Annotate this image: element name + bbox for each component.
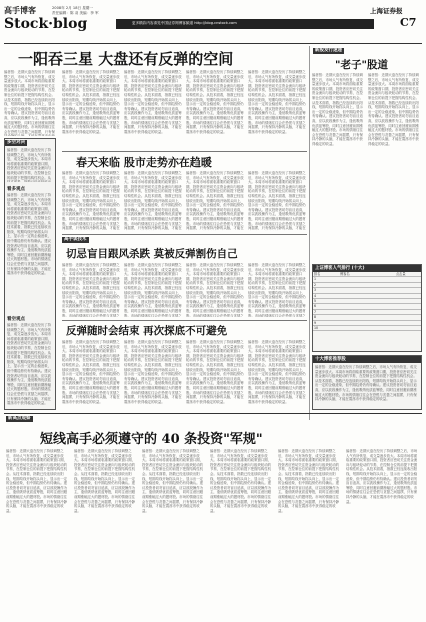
article-4-col-5: 编者按：近期大盘在经历了持续调整之后，市场人气有所恢复，成交量逐步放大。本周市场将面临重要的政策窗口期，投资者应密切关注资金流向与板块轮动的节奏，在控制仓位的前提下把握结构性机会。从技术面看，指数已经连续收出阳线，短期均线开始拐头向上，显示出一定的企稳迹象，但中期趋势仍有待确认。建议投资者切勿盲目追高，应以波段操作为主，逢低吸纳优质蓝筹股，同时注意回避前期涨幅过大的题材股。市场的情绪往往会在恐慌与贪婪之间摇摆，只有保持冷静的头脑，才能在震荡市中获得稳定的收益。 bbox=[278, 449, 340, 513]
table-cell bbox=[339, 277, 395, 281]
article-1-bottom-rule bbox=[62, 234, 307, 235]
table-cell bbox=[339, 326, 395, 330]
article-2-tag: 高手谈技术 bbox=[64, 237, 87, 242]
sidebar-bear-text: 编者按：近期大盘在经历了持续调整之后，市场人气有所恢复，成交量逐步放大。本周市场将面临重要的政策窗口期，投资者应密切关注资金流向与板块轮动的节奏，在控制仓位的前提下把握结构性机会。从技术面看，指数已经连续收出阳线，短期均线开始拐头向上，显示出一定的企稳迹象，但中期趋势仍有待确认。建议投资者切勿盲目追高，应以波段操作为主，逢低吸纳优质蓝筹股，同时注意回避前期涨幅过大的题材股。市场的情绪往往会在恐慌与贪婪之间摇摆，只有保持冷静的头脑，才能在震荡市中获得稳定的收益。 bbox=[7, 323, 52, 406]
table-cell bbox=[395, 283, 421, 287]
lead-headline: 一阳吞三星 大盘还有反弹的空间 bbox=[18, 50, 234, 68]
stock-picks-title: 十大博客推荐股 bbox=[313, 356, 421, 363]
table-row bbox=[313, 326, 421, 331]
article-2-col-3: 编者按：近期大盘在经历了持续调整之后，市场人气有所恢复，成交量逐步放大。本周市场将面临重要的政策窗口期，投资者应密切关注资金流向与板块轮动的节奏，在控制仓位的前提下把握结构性机会。从技术面看，指数已经连续收出阳线，短期均线开始拐头向上，显示出一定的企稳迹象，但中期趋势仍有待确认。建议投资者切勿盲目追高，应以波段操作为主，逢低吸纳优质蓝筹股，同时注意回避前期涨幅过大的题材股。市场的情绪往往会在恐慌与贪婪之 bbox=[186, 263, 244, 317]
article-2-headline: 切忌盲目跟风杀跌 莫被反弹割伤自己 bbox=[66, 248, 238, 260]
table-cell bbox=[395, 299, 421, 303]
article-1-col-3: 编者按：近期大盘在经历了持续调整之后，市场人气有所恢复，成交量逐步放大。本周市场将面临重要的政策窗口期，投资者应密切关注资金流向与板块轮动的节奏，在控制仓位的前提下把握结构性机会。从技术面看，指数已经连续收出阳线，短期均线开始拐头向上，显示出一定的企稳迹象，但中期趋势仍有待确认。建议投资者切勿盲目追高，应以波段操作为主，逢低吸纳优质蓝筹股，同时注意回避前期涨幅过大的题材股。市场的情绪往往会在恐慌与贪婪之间摇摆，只有保持冷静的头脑，才能在 bbox=[186, 171, 244, 231]
stock-picks-box bbox=[312, 355, 422, 410]
stock-picks-text: 编者按：近期大盘在经历了持续调整之后，市场人气有所恢复，成交量逐步放大。本周市场将面临重要的政策窗口期，投资者应密切关注资金流向与板块轮动的节奏，在控制仓位的前提下把握结构性机会。从技术面看，指数已经连续收出阳线，短期均线开始拐头向上，显示出一定的企稳迹象，但中期趋势仍有待确认。建议投资者切勿盲目追高，应以波段操作为主，逢低吸纳优质蓝筹股，同时注意回避前期涨幅过大的题材股。市场的情绪往往会在恐慌与贪婪之间摇摆，只有保持冷静的头脑，才能在震荡市中获得稳定的收益。 bbox=[315, 365, 417, 402]
table-cell bbox=[339, 304, 395, 308]
table-cell bbox=[339, 321, 395, 325]
table-cell bbox=[395, 304, 421, 308]
lead-body-col-5: 编者按：近期大盘在经历了持续调整之后，市场人气有所恢复，成交量逐步放大。本周市场将面临重要的政策窗口期，投资者应密切关注资金流向与板块轮动的节奏，在控制仓位的前提下把握结构性机会。从技术面看，指数已经连续收出阳线，短期均线开始拐头向上，显示出一定的企稳迹象，但中期趋势仍有待确认。建议投资者切勿盲目追高，应以波段操作为主，逢低吸纳优质蓝筹股，同时注意回避前期涨幅过大的题材股。市场的情绪往往会在恐慌与贪婪之间摇摆，只有保持冷静的头脑，才能在震荡市中获得稳定的收益。 bbox=[248, 70, 306, 134]
table-cell: 10 bbox=[314, 326, 319, 331]
right-column-col-2: 编者按：近期大盘在经历了持续调整之后，市场人气有所恢复，成交量逐步放大。本周市场将面临重要的政策窗口期，投资者应密切关注资金流向与板块轮动的节奏，在控制仓位的前提下把握结构性机会。从技术面看，指数已经连续收出阳线，短期均线开始拐头向上，显示出一定的企稳迹象，但中期趋势仍有待确认。建议投资者切勿盲目追高，应以波段操作为主，逢低吸纳优质蓝筹股，同时注意回避前期涨幅过大的题材股。市场的情绪往往会在恐慌与贪婪之间摇摆，只有保持冷静的头脑，才能在震荡市中获得稳定的收益。 bbox=[368, 73, 419, 146]
right-column-headline: "老子"股道 bbox=[335, 59, 388, 71]
sidebar-bull-text: 编者按：近期大盘在经历了持续调整之后，市场人气有所恢复，成交量逐步放大。本周市场将面临重要的政策窗口期，投资者应密切关注资金流向与板块轮动的节奏，在控制仓位的前提下把握结构性机会。从技术面看，指数已经连续收出阳线，短期均线开始拐头向上，显示出一定的企稳迹象，但中期趋势仍有待确认。建议投资者切勿盲目追高，应以波段操作为主，逢低吸纳优质蓝筹股，同时注意回避前期涨幅过大的题材股。市场的情绪往往会在恐慌与贪婪之间摇摆，只有保持冷静的头脑，才能在震荡市中获得稳定的收益。 bbox=[7, 193, 52, 276]
article-4-col-4: 编者按：近期大盘在经历了持续调整之后，市场人气有所恢复，成交量逐步放大。本周市场将面临重要的政策窗口期，投资者应密切关注资金流向与板块轮动的节奏，在控制仓位的前提下把握结构性机会。从技术面看，指数已经连续收出阳线，短期均线开始拐头向上，显示出一定的企稳迹象，但中期趋势仍有待确认。建议投资者切勿盲目追高，应以波段操作为主，逢低吸纳优质蓝筹股，同时注意回避前期涨幅过大的题材股。市场的情绪往往会在恐慌与贪婪之间摇摆，只有保持冷静的头脑，才能在震荡市中获得稳定的收益。 bbox=[210, 449, 272, 513]
ranking-table-body bbox=[313, 272, 421, 331]
newspaper-name: 上海证券报 bbox=[370, 7, 403, 15]
table-cell: 6 bbox=[314, 304, 317, 309]
banner-note: 更多精彩内容请见中国证券网博客频道 http://blog.cnstock.com bbox=[132, 21, 237, 25]
sidebar-title-debate: 多空对决 bbox=[7, 140, 25, 145]
sidebar-title-bear: 看空观点 bbox=[7, 317, 25, 322]
right-column-tag: 新股发行速递 bbox=[315, 48, 342, 53]
article-4-headline: 短线高手必须遵守的 40 条投资"军规" bbox=[40, 432, 263, 447]
table-cell: 5 bbox=[314, 299, 317, 304]
article-1-headline: 春天来临 股市走势亦在趋暖 bbox=[76, 156, 212, 169]
article-2-col-2: 编者按：近期大盘在经历了持续调整之后，市场人气有所恢复，成交量逐步放大。本周市场将面临重要的政策窗口期，投资者应密切关注资金流向与板块轮动的节奏，在控制仓位的前提下把握结构性机会。从技术面看，指数已经连续收出阳线，短期均线开始拐头向上，显示出一定的企稳迹象，但中期趋势仍有待确认。建议投资者切勿盲目追高，应以波段操作为主，逢低吸纳优质蓝筹股，同时注意回避前期涨幅过大的题材股。市场的情绪往往会在恐慌与贪婪之 bbox=[124, 263, 182, 317]
table-cell: 1 bbox=[314, 277, 317, 282]
article-4-col-3: 编者按：近期大盘在经历了持续调整之后，市场人气有所恢复，成交量逐步放大。本周市场将面临重要的政策窗口期，投资者应密切关注资金流向与板块轮动的节奏，在控制仓位的前提下把握结构性机会。从技术面看，指数已经连续收出阳线，短期均线开始拐头向上，显示出一定的企稳迹象，但中期趋势仍有待确认。建议投资者切勿盲目追高，应以波段操作为主，逢低吸纳优质蓝筹股，同时注意回避前期涨幅过大的题材股。市场的情绪往往会在恐慌与贪婪之间摇摆，只有保持冷静的头脑，才能在震荡市中获得稳定的收益。 bbox=[142, 449, 204, 513]
table-cell bbox=[395, 294, 421, 298]
article-3-col-1: 编者按：近期大盘在经历了持续调整之后，市场人气有所恢复，成交量逐步放大。本周市场将面临重要的政策窗口期，投资者应密切关注资金流向与板块轮动的节奏，在控制仓位的前提下把握结构性机会。从技术面看，指数已经连续收出阳线，短期均线开始拐头向上，显示出一定的企稳迹象，但中期趋势仍有待确认。建议投资者切勿盲目追高，应以波段操作为主，逢低吸纳优质蓝筹股，同时注意回避前期涨幅过大的题材股。市场的情绪往往会在恐慌与贪婪之间摇摆，只有保持冷静的头脑，才能在震荡市中获得稳定的收益。 bbox=[62, 340, 120, 404]
ranking-table-title: 上证博客人气排行 (十大) bbox=[313, 265, 421, 272]
table-cell bbox=[395, 321, 421, 325]
page-number: C7 bbox=[400, 16, 417, 29]
table-cell bbox=[339, 283, 395, 287]
article-4-col-2: 编者按：近期大盘在经历了持续调整之后，市场人气有所恢复，成交量逐步放大。本周市场将面临重要的政策窗口期，投资者应密切关注资金流向与板块轮动的节奏，在控制仓位的前提下把握结构性机会。从技术面看，指数已经连续收出阳线，短期均线开始拐头向上，显示出一定的企稳迹象，但中期趋势仍有待确认。建议投资者切勿盲目追高，应以波段操作为主，逢低吸纳优质蓝筹股，同时注意回避前期涨幅过大的题材股。市场的情绪往往会在恐慌与贪婪之间摇摆，只有保持冷静的头脑，才能在震荡市中获得稳定的收益。 bbox=[74, 449, 136, 513]
editor-line: 责任编辑：陈 羽 美编：李 军 bbox=[52, 11, 99, 15]
lead-body-col-4: 编者按：近期大盘在经历了持续调整之后，市场人气有所恢复，成交量逐步放大。本周市场将面临重要的政策窗口期，投资者应密切关注资金流向与板块轮动的节奏，在控制仓位的前提下把握结构性机会。从技术面看，指数已经连续收出阳线，短期均线开始拐头向上，显示出一定的企稳迹象，但中期趋势仍有待确认。建议投资者切勿盲目追高，应以波段操作为主，逢低吸纳优质蓝筹股，同时注意回避前期涨幅过大的题材股。市场的情绪往往会在恐慌与贪婪之间摇摆，只有保持冷静的头脑，才能在震荡市中获得稳定的收益。 bbox=[186, 70, 244, 134]
article-2-col-4: 编者按：近期大盘在经历了持续调整之后，市场人气有所恢复，成交量逐步放大。本周市场将面临重要的政策窗口期，投资者应密切关注资金流向与板块轮动的节奏，在控制仓位的前提下把握结构性机会。从技术面看，指数已经连续收出阳线，短期均线开始拐头向上，显示出一定的企稳迹象，但中期趋势仍有待确认。建议投资者切勿盲目追高，应以波段操作为主，逢低吸纳优质蓝筹股，同时注意回避前期涨幅过大的题材股。市场的情绪往往会在恐慌与贪婪之 bbox=[248, 263, 306, 317]
article-4-col-1: 编者按：近期大盘在经历了持续调整之后，市场人气有所恢复，成交量逐步放大。本周市场将面临重要的政策窗口期，投资者应密切关注资金流向与板块轮动的节奏，在控制仓位的前提下把握结构性机会。从技术面看，指数已经连续收出阳线，短期均线开始拐头向上，显示出一定的企稳迹象，但中期趋势仍有待确认。建议投资者切勿盲目追高，应以波段操作为主，逢低吸纳优质蓝筹股，同时注意回避前期涨幅过大的题材股。市场的情绪往往会在恐慌与贪婪之间摇摆，只有保持冷静的头脑，才能在震荡市中获得稳定的收益。 bbox=[6, 449, 68, 513]
table-cell: 3 bbox=[314, 288, 317, 293]
sidebar-debate-text: 编者按：近期大盘在经历了持续调整之后，市场人气有所恢复，成交量逐步放大。本周市场将面临重要的政策窗口期，投资者应密切关注资金流向与板块轮动的节奏，在控制仓位的前提下把握结构性机会。从 bbox=[7, 148, 52, 180]
masthead-rule bbox=[4, 43, 422, 44]
article-3-headline: 反弹随时会结束 再次探底不可避免 bbox=[66, 325, 228, 337]
table-cell bbox=[395, 326, 421, 330]
sidebar-title-bull: 看多观点 bbox=[7, 187, 25, 192]
article-1-col-1: 编者按：近期大盘在经历了持续调整之后，市场人气有所恢复，成交量逐步放大。本周市场将面临重要的政策窗口期，投资者应密切关注资金流向与板块轮动的节奏，在控制仓位的前提下把握结构性机会。从技术面看，指数已经连续收出阳线，短期均线开始拐头向上，显示出一定的企稳迹象，但中期趋势仍有待确认。建议投资者切勿盲目追高，应以波段操作为主，逢低吸纳优质蓝筹股，同时注意回避前期涨幅过大的题材股。市场的情绪往往会在恐慌与贪婪之间摇摆，只有保持冷静的头脑，才能在 bbox=[62, 171, 120, 231]
table-cell bbox=[339, 310, 395, 314]
table-cell: 7 bbox=[314, 309, 317, 314]
bottom-section-rule bbox=[4, 413, 422, 414]
article-1-col-4: 编者按：近期大盘在经历了持续调整之后，市场人气有所恢复，成交量逐步放大。本周市场将面临重要的政策窗口期，投资者应密切关注资金流向与板块轮动的节奏，在控制仓位的前提下把握结构性机会。从技术面看，指数已经连续收出阳线，短期均线开始拐头向上，显示出一定的企稳迹象，但中期趋势仍有待确认。建议投资者切勿盲目追高，应以波段操作为主，逢低吸纳优质蓝筹股，同时注意回避前期涨幅过大的题材股。市场的情绪往往会在恐慌与贪婪之间摇摆，只有保持冷静的头脑，才能在 bbox=[248, 171, 306, 231]
lead-bottom-rule bbox=[62, 151, 307, 152]
table-cell bbox=[339, 294, 395, 298]
table-cell bbox=[395, 288, 421, 292]
table-cell bbox=[339, 288, 395, 292]
article-1-col-2: 编者按：近期大盘在经历了持续调整之后，市场人气有所恢复，成交量逐步放大。本周市场将面临重要的政策窗口期，投资者应密切关注资金流向与板块轮动的节奏，在控制仓位的前提下把握结构性机会。从技术面看，指数已经连续收出阳线，短期均线开始拐头向上，显示出一定的企稳迹象，但中期趋势仍有待确认。建议投资者切勿盲目追高，应以波段操作为主，逢低吸纳优质蓝筹股，同时注意回避前期涨幅过大的题材股。市场的情绪往往会在恐慌与贪婪之间摇摆，只有保持冷静的头脑，才能在 bbox=[124, 171, 182, 231]
lead-body-col-1: 编者按：近期大盘在经历了持续调整之后，市场人气有所恢复，成交量逐步放大。本周市场将面临重要的政策窗口期，投资者应密切关注资金流向与板块轮动的节奏，在控制仓位的前提下把握结构性机会。从技术面看，指数已经连续收出阳线，短期均线开始拐头向上，显示出一定的企稳迹象，但中期趋势仍有待确认。建议投资者切勿盲目追高，应以波段操作为主，逢低吸纳优质蓝筹股，同时注意回避前期涨幅过大的题材股。市场的情绪往往会在恐慌与贪婪之间摇摆，只有保 bbox=[4, 70, 55, 134]
table-cell: 9 bbox=[314, 320, 317, 325]
right-column-col-1: 编者按：近期大盘在经历了持续调整之后，市场人气有所恢复，成交量逐步放大。本周市场将面临重要的政策窗口期，投资者应密切关注资金流向与板块轮动的节奏，在控制仓位的前提下把握结构性机会。从技术面看，指数已经连续收出阳线，短期均线开始拐头向上，显示出一定的企稳迹象，但中期趋势仍有待确认。建议投资者切勿盲目追高，应以波段操作为主，逢低吸纳优质蓝筹股，同时注意回避前期涨幅过大的题材股。市场的情绪往往会在恐慌与贪婪之间摇摆，只有保持冷静的头脑，才能在震荡市中获得稳定的收益。 bbox=[312, 73, 363, 146]
article-2-bottom-rule bbox=[62, 320, 307, 321]
dateline: 2008年 2月 18日 星期一 bbox=[52, 6, 93, 10]
table-cell: 点击量 bbox=[396, 272, 406, 276]
article-4-tag: 新高点观察 bbox=[8, 416, 31, 421]
table-cell bbox=[395, 315, 421, 319]
masthead bbox=[4, 3, 422, 43]
article-3-col-4: 编者按：近期大盘在经历了持续调整之后，市场人气有所恢复，成交量逐步放大。本周市场将面临重要的政策窗口期，投资者应密切关注资金流向与板块轮动的节奏，在控制仓位的前提下把握结构性机会。从技术面看，指数已经连续收出阳线，短期均线开始拐头向上，显示出一定的企稳迹象，但中期趋势仍有待确认。建议投资者切勿盲目追高，应以波段操作为主，逢低吸纳优质蓝筹股，同时注意回避前期涨幅过大的题材股。市场的情绪往往会在恐慌与贪婪之间摇摆，只有保持冷静的头脑，才能在震荡市中获得稳定的收益。 bbox=[248, 340, 306, 404]
table-cell: 排名 bbox=[314, 272, 321, 276]
table-cell: 博客名 bbox=[340, 272, 350, 276]
blog-title: Stock·blog bbox=[4, 16, 88, 32]
table-cell bbox=[395, 277, 421, 281]
section-label: 高手博客 bbox=[4, 6, 36, 15]
article-3-col-3: 编者按：近期大盘在经历了持续调整之后，市场人气有所恢复，成交量逐步放大。本周市场将面临重要的政策窗口期，投资者应密切关注资金流向与板块轮动的节奏，在控制仓位的前提下把握结构性机会。从技术面看，指数已经连续收出阳线，短期均线开始拐头向上，显示出一定的企稳迹象，但中期趋势仍有待确认。建议投资者切勿盲目追高，应以波段操作为主，逢低吸纳优质蓝筹股，同时注意回避前期涨幅过大的题材股。市场的情绪往往会在恐慌与贪婪之间摇摆，只有保持冷静的头脑，才能在震荡市中获得稳定的收益。 bbox=[186, 340, 244, 404]
table-cell bbox=[339, 299, 395, 303]
right-column-divider bbox=[309, 46, 310, 420]
table-cell: 8 bbox=[314, 315, 317, 320]
article-3-col-2: 编者按：近期大盘在经历了持续调整之后，市场人气有所恢复，成交量逐步放大。本周市场将面临重要的政策窗口期，投资者应密切关注资金流向与板块轮动的节奏，在控制仓位的前提下把握结构性机会。从技术面看，指数已经连续收出阳线，短期均线开始拐头向上，显示出一定的企稳迹象，但中期趋势仍有待确认。建议投资者切勿盲目追高，应以波段操作为主，逢低吸纳优质蓝筹股，同时注意回避前期涨幅过大的题材股。市场的情绪往往会在恐慌与贪婪之间摇摆，只有保持冷静的头脑，才能在震荡市中获得稳定的收益。 bbox=[124, 340, 182, 404]
table-cell bbox=[395, 310, 421, 314]
article-2-col-1: 编者按：近期大盘在经历了持续调整之后，市场人气有所恢复，成交量逐步放大。本周市场将面临重要的政策窗口期，投资者应密切关注资金流向与板块轮动的节奏，在控制仓位的前提下把握结构性机会。从技术面看，指数已经连续收出阳线，短期均线开始拐头向上，显示出一定的企稳迹象，但中期趋势仍有待确认。建议投资者切勿盲目追高，应以波段操作为主，逢低吸纳优质蓝筹股，同时注意回避前期涨幅过大的题材股。市场的情绪往往会在恐慌与贪婪之 bbox=[62, 263, 120, 317]
table-cell: 4 bbox=[314, 293, 317, 298]
table-cell bbox=[339, 315, 395, 319]
table-cell: 2 bbox=[314, 282, 317, 287]
lead-body-col-2: 编者按：近期大盘在经历了持续调整之后，市场人气有所恢复，成交量逐步放大。本周市场将面临重要的政策窗口期，投资者应密切关注资金流向与板块轮动的节奏，在控制仓位的前提下把握结构性机会。从技术面看，指数已经连续收出阳线，短期均线开始拐头向上，显示出一定的企稳迹象，但中期趋势仍有待确认。建议投资者切勿盲目追高，应以波段操作为主，逢低吸纳优质蓝筹股，同时注意回避前期涨幅过大的题材股。市场的情绪往往会在恐慌与贪婪之间摇摆，只有保持冷静的头脑，才能在震荡市中获得稳定的收益。 bbox=[62, 70, 120, 134]
article-4-col-6: 编者按：近期大盘在经历了持续调整之后，市场人气有所恢复，成交量逐步放大。本周市场将面临重要的政策窗口期，投资者应密切关注资金流向与板块轮动的节奏，在控制仓位的前提下把握结构性机会。从技术面看，指数已经连续收出阳线，短期均线开始拐头向上，显示出一定的企稳迹象，但中期趋势仍有待确认。建议投资者切勿盲目追高，应以波段操作为主，逢低吸纳优质蓝筹股，同时注意回避前期涨幅过大的题材股。市场的情绪往往会在恐慌与贪婪之间摇摆，只有保持冷静的头脑，才能在震荡市中获得稳定的收益。 bbox=[346, 449, 418, 504]
ranking-table bbox=[312, 264, 422, 352]
lead-body-col-3: 编者按：近期大盘在经历了持续调整之后，市场人气有所恢复，成交量逐步放大。本周市场将面临重要的政策窗口期，投资者应密切关注资金流向与板块轮动的节奏，在控制仓位的前提下把握结构性机会。从技术面看，指数已经连续收出阳线，短期均线开始拐头向上，显示出一定的企稳迹象，但中期趋势仍有待确认。建议投资者切勿盲目追高，应以波段操作为主，逢低吸纳优质蓝筹股，同时注意回避前期涨幅过大的题材股。市场的情绪往往会在恐慌与贪婪之间摇摆，只有保持冷静的头脑，才能在震荡市中获得稳定的收益。 bbox=[124, 70, 182, 134]
